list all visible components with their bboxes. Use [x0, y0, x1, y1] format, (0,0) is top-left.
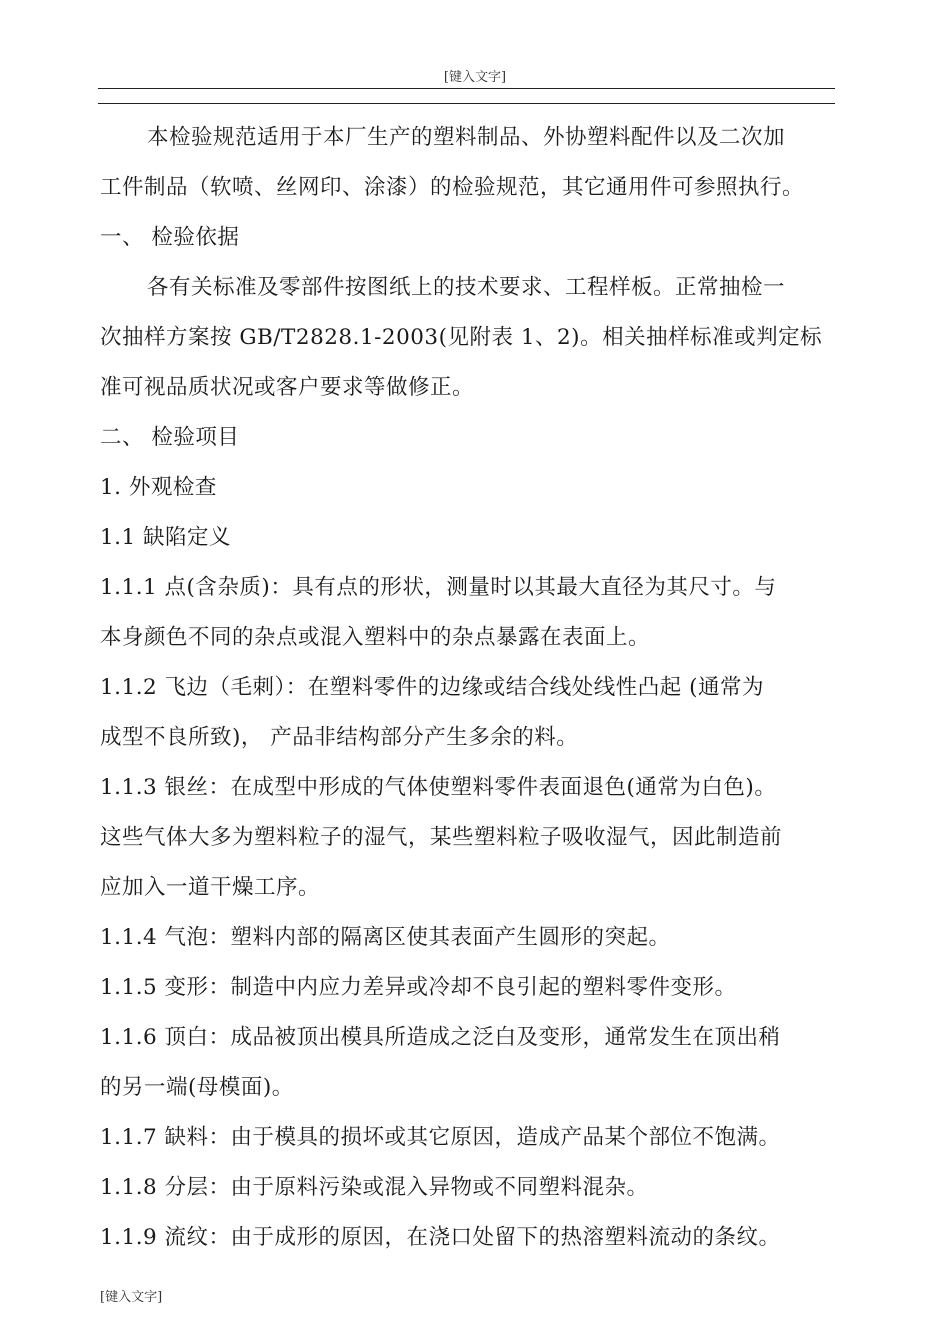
- item-1-1-6-line-1: 1.1.6 顶白：成品被顶出模具所造成之泛白及变形，通常发生在顶出稍: [100, 1025, 781, 1050]
- item-1-1-3-line-2: 这些气体大多为塑料粒子的湿气，某些塑料粒子吸收湿气，因此制造前: [100, 825, 783, 850]
- paragraph-basis-line-3: 准可视品质状况或客户要求等做修正。: [100, 375, 475, 400]
- item-1-1-2-line-2: 成型不良所致)， 产品非结构部分产生多余的料。: [100, 725, 579, 750]
- section-heading-items: 二、 检验项目: [100, 425, 240, 450]
- item-1-1-3-line-1: 1.1.3 银丝：在成型中形成的气体使塑料零件表面退色(通常为白色)。: [100, 775, 777, 800]
- item-1-1-6-line-2: 的另一端(母模面)。: [100, 1075, 294, 1100]
- subsection-heading-appearance: 1. 外观检查: [100, 475, 217, 500]
- item-1-1-8: 1.1.8 分层：由于原料污染或混入异物或不同塑料混杂。: [100, 1175, 649, 1200]
- item-1-1-3-line-3: 应加入一道干燥工序。: [100, 875, 321, 900]
- header-rule-top: [98, 88, 835, 89]
- page-footer: [键入文字]: [100, 1290, 163, 1305]
- item-1-1-2-line-1: 1.1.2 飞边（毛刺）：在塑料零件的边缘或结合线处线性凸起 (通常为: [100, 675, 765, 700]
- item-1-1-5: 1.1.5 变形：制造中内应力差异或冷却不良引起的塑料零件变形。: [100, 975, 737, 1000]
- paragraph-intro-line-1: 本检验规范适用于本厂生产的塑料制品、外协塑料配件以及二次加: [147, 125, 786, 150]
- paragraph-basis-line-1: 各有关标准及零部件按图纸上的技术要求、工程样板。正常抽检一: [147, 275, 786, 300]
- item-1-1-4: 1.1.4 气泡：塑料内部的隔离区使其表面产生圆形的突起。: [100, 925, 671, 950]
- item-1-1-9: 1.1.9 流纹：由于成形的原因，在浇口处留下的热溶塑料流动的条纹。: [100, 1225, 781, 1250]
- subsection-heading-defects: 1.1 缺陷定义: [100, 525, 232, 550]
- paragraph-basis-line-2: 次抽样方案按 GB/T2828.1-2003(见附表 1、2)。相关抽样标准或判定标: [100, 325, 823, 350]
- header-rule-bottom: [98, 103, 835, 104]
- item-1-1-1-line-1: 1.1.1 点(含杂质)：具有点的形状，测量时以其最大直径为其尺寸。与: [100, 575, 777, 600]
- section-heading-basis: 一、 检验依据: [100, 225, 240, 250]
- paragraph-intro-line-2: 工件制品（软喷、丝网印、涂漆）的检验规范，其它通用件可参照执行。: [100, 175, 805, 200]
- item-1-1-7: 1.1.7 缺料：由于模具的损坏或其它原因，造成产品某个部位不饱满。: [100, 1125, 781, 1150]
- page-header: [键入文字]: [443, 70, 507, 85]
- item-1-1-1-line-2: 本身颜色不同的杂点或混入塑料中的杂点暴露在表面上。: [100, 625, 651, 650]
- document-body: [100, 113, 840, 1263]
